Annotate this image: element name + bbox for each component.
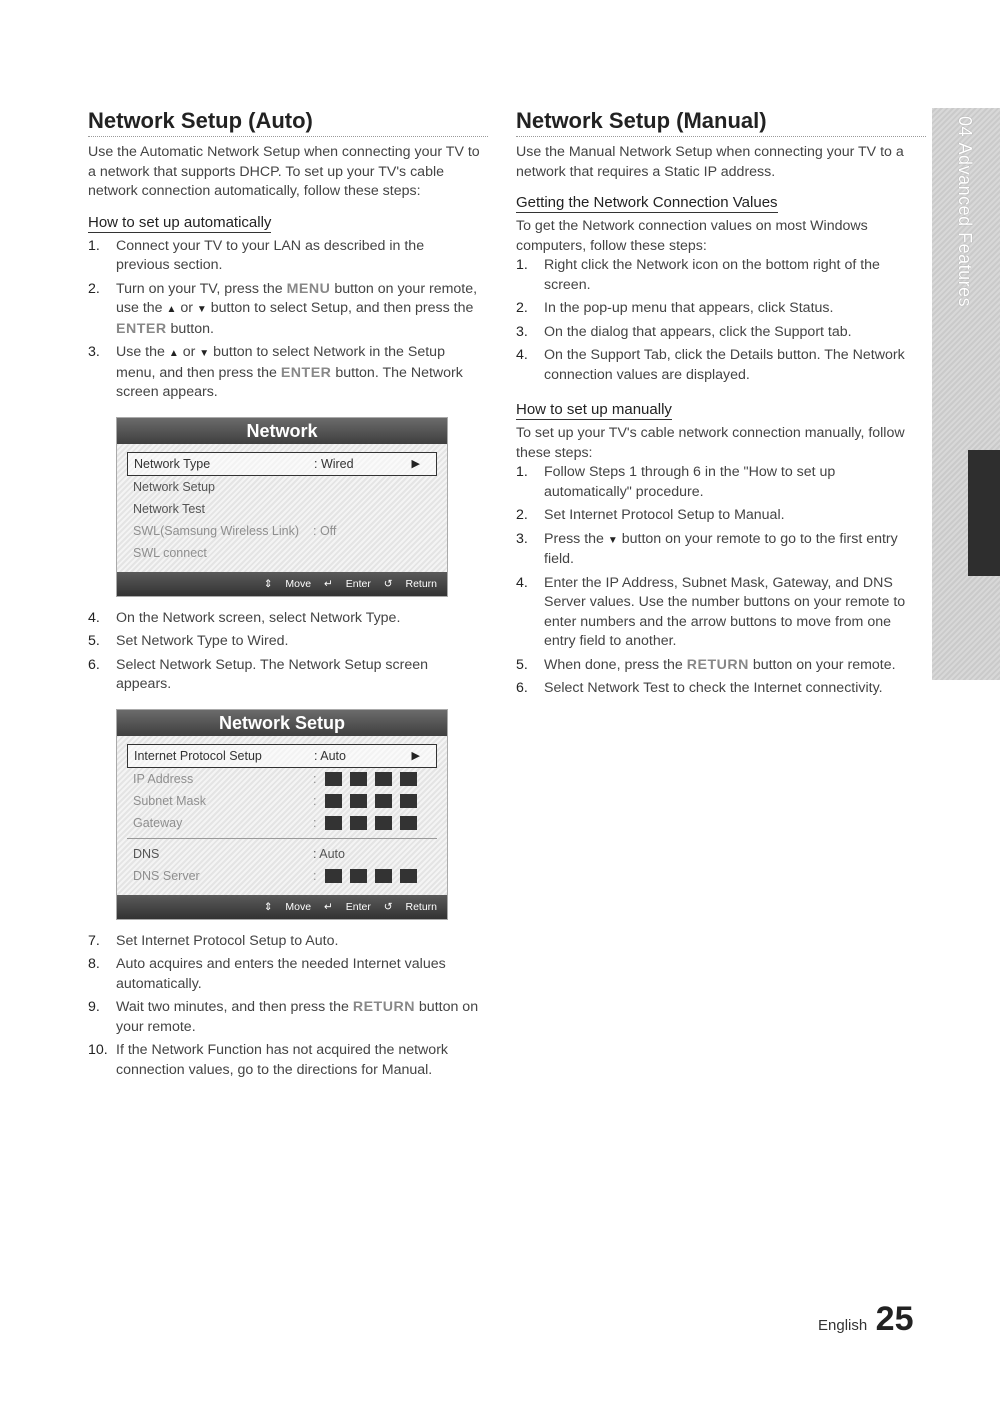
section-title-manual: Network Setup (Manual)	[516, 108, 926, 137]
list-item	[516, 679, 920, 699]
list-item	[88, 237, 480, 276]
step-text: On the Network screen, select Network Type.	[116, 609, 401, 626]
step-number: 10.	[88, 1042, 108, 1058]
list-item	[516, 530, 920, 570]
right-arrow-icon: ▶	[411, 457, 420, 470]
list-item	[516, 323, 920, 343]
step-text: Follow Steps 1 through 6 in the "How to set up automatically" procedure.	[544, 464, 836, 500]
value-blocks	[325, 816, 417, 830]
screen-title: Network	[117, 418, 447, 444]
step-number: 2.	[516, 507, 528, 523]
step-text: Select Network Setup. The Network Setup screen appears.	[116, 656, 429, 692]
step-number: 1.	[516, 257, 528, 273]
step-number: 5.	[88, 633, 100, 649]
step-number: 3.	[88, 344, 100, 360]
value-blocks	[325, 794, 417, 808]
enter-icon: ↵ Enter	[324, 577, 371, 590]
return-icon: ↺ Return	[383, 577, 437, 590]
return-icon: ↺ Return	[383, 900, 437, 913]
list-item	[516, 574, 920, 652]
step-text: On the dialog that appears, click the Support tab.	[544, 323, 852, 340]
menu-row-gateway: Gateway :	[127, 812, 437, 834]
chapter-side-tab	[932, 108, 1000, 680]
page-footer	[818, 1300, 913, 1339]
step-number: 1.	[88, 237, 100, 254]
step-number: 4.	[88, 609, 100, 626]
steps-list	[516, 256, 920, 385]
step-number: 3.	[516, 530, 528, 547]
para-manual: To set up your TV's cable network connection manually, follow these steps:	[516, 425, 905, 461]
menu-row-dns[interactable]: DNS : Auto	[133, 846, 345, 861]
step-text: Press the ▼ button on your remote to go to the first entry field.	[544, 530, 898, 567]
step-text: Select Network Test to check the Internet connectivity.	[544, 680, 883, 696]
step-text: Turn on your TV, press the MENU button on your remote, use the ▲ or ▼ button to select Setup, and then press the ENTER button.	[116, 280, 478, 337]
step-text: Use the ▲ or ▼ button to select Network in the Setup menu, and then press the ENTER button. The Network screen appears.	[116, 344, 463, 400]
step-text: Set Internet Protocol Setup to Manual.	[544, 507, 785, 523]
list-item	[88, 998, 480, 1037]
chapter-marker	[968, 450, 1000, 576]
menu-row-network-setup[interactable]: Network Setup	[133, 479, 215, 494]
subhead-manual: How to set up manually	[516, 401, 672, 418]
step-number: 5.	[516, 656, 528, 673]
chapter-label: 04 Advanced Features	[955, 116, 975, 308]
menu-row-ip-setup[interactable]: Internet Protocol Setup : Auto ▶	[127, 744, 437, 768]
screen-footer	[117, 895, 447, 919]
step-text: On the Support Tab, click the Details button. The Network connection values are displayed.	[544, 347, 905, 383]
step-text: Set Network Type to Wired.	[116, 633, 289, 649]
list-item	[88, 1041, 480, 1080]
list-item	[88, 343, 480, 403]
steps-list	[516, 463, 920, 699]
step-number: 3.	[516, 323, 528, 340]
list-item	[88, 656, 480, 695]
step-text: If the Network Function has not acquired the network connection values, go to the directions for Manual.	[116, 1042, 449, 1078]
language-label: English	[818, 1317, 868, 1334]
list-item	[516, 346, 920, 385]
subhead-connection-values: Getting the Network Connection Values	[516, 194, 778, 211]
menu-row-subnet-mask: Subnet Mask :	[127, 790, 437, 812]
step-number: 4.	[516, 574, 528, 591]
steps-list	[88, 932, 480, 1081]
intro-auto: Use the Automatic Network Setup when connecting your TV to a network that supports DHCP. To set up your TV's cable network connection automatically, follow these steps:	[88, 144, 480, 199]
screen-footer	[117, 572, 447, 596]
list-item	[516, 299, 920, 319]
para-connection-values: To get the Network connection values on most Windows computers, follow these steps:	[516, 218, 868, 254]
enter-icon: ↵ Enter	[324, 900, 371, 913]
step-number: 6.	[88, 656, 100, 673]
step-text: Enter the IP Address, Subnet Mask, Gateway, and DNS Server values. Use the number buttons on your remote to enter numbers and the arrow buttons to move from one entry field to another.	[544, 574, 906, 649]
move-icon: ⇕ Move	[263, 577, 312, 590]
intro-manual: Use the Manual Network Setup when connecting your TV to a network that requires a Static IP address.	[516, 144, 904, 180]
right-column	[516, 108, 920, 703]
step-text: In the pop-up menu that appears, click Status.	[544, 300, 834, 316]
step-text: When done, press the RETURN button on your remote.	[544, 656, 896, 673]
move-icon: ⇕ Move	[263, 900, 312, 913]
menu-row-ip-address: IP Address :	[127, 768, 437, 790]
list-item	[88, 609, 480, 629]
step-text: Wait two minutes, and then press the RETURN button on your remote.	[116, 999, 479, 1035]
menu-row-network-type[interactable]: Network Type : Wired ▶	[127, 452, 437, 476]
right-arrow-icon: ▶	[411, 749, 420, 762]
step-number: 8.	[88, 956, 100, 972]
list-item	[516, 463, 920, 502]
step-number: 6.	[516, 680, 528, 696]
list-item	[88, 632, 480, 652]
list-item	[88, 280, 480, 340]
list-item	[516, 256, 920, 295]
network-setup-screen	[116, 709, 448, 920]
steps-list	[88, 609, 480, 695]
step-text: Auto acquires and enters the needed Internet values automatically.	[116, 956, 446, 992]
steps-list	[88, 237, 480, 403]
menu-row-swl: SWL(Samsung Wireless Link) : Off	[133, 523, 337, 538]
step-number: 9.	[88, 999, 100, 1015]
value-blocks	[325, 772, 417, 786]
step-number: 7.	[88, 932, 100, 949]
list-item	[516, 506, 920, 526]
value-blocks	[325, 869, 417, 883]
list-item	[516, 656, 920, 676]
step-text: Set Internet Protocol Setup to Auto.	[116, 932, 339, 949]
step-number: 4.	[516, 347, 528, 363]
list-item	[88, 955, 480, 994]
step-text: Connect your TV to your LAN as described in the previous section.	[116, 237, 425, 273]
menu-row-dns-server: DNS Server :	[127, 865, 437, 887]
list-item	[88, 932, 480, 952]
step-text: Right click the Network icon on the bottom right of the screen.	[544, 257, 880, 293]
step-number: 1.	[516, 464, 528, 480]
step-number: 2.	[516, 300, 528, 316]
section-title-auto: Network Setup (Auto)	[88, 108, 488, 137]
subhead-auto: How to set up automatically	[88, 213, 272, 231]
step-number: 2.	[88, 280, 100, 297]
menu-row-network-test[interactable]: Network Test	[133, 501, 206, 516]
left-column	[88, 108, 480, 1084]
page-number: 25	[875, 1300, 914, 1338]
screen-title: Network Setup	[117, 710, 447, 736]
network-screen	[116, 417, 448, 597]
menu-row-swl-connect: SWL connect	[133, 545, 207, 560]
